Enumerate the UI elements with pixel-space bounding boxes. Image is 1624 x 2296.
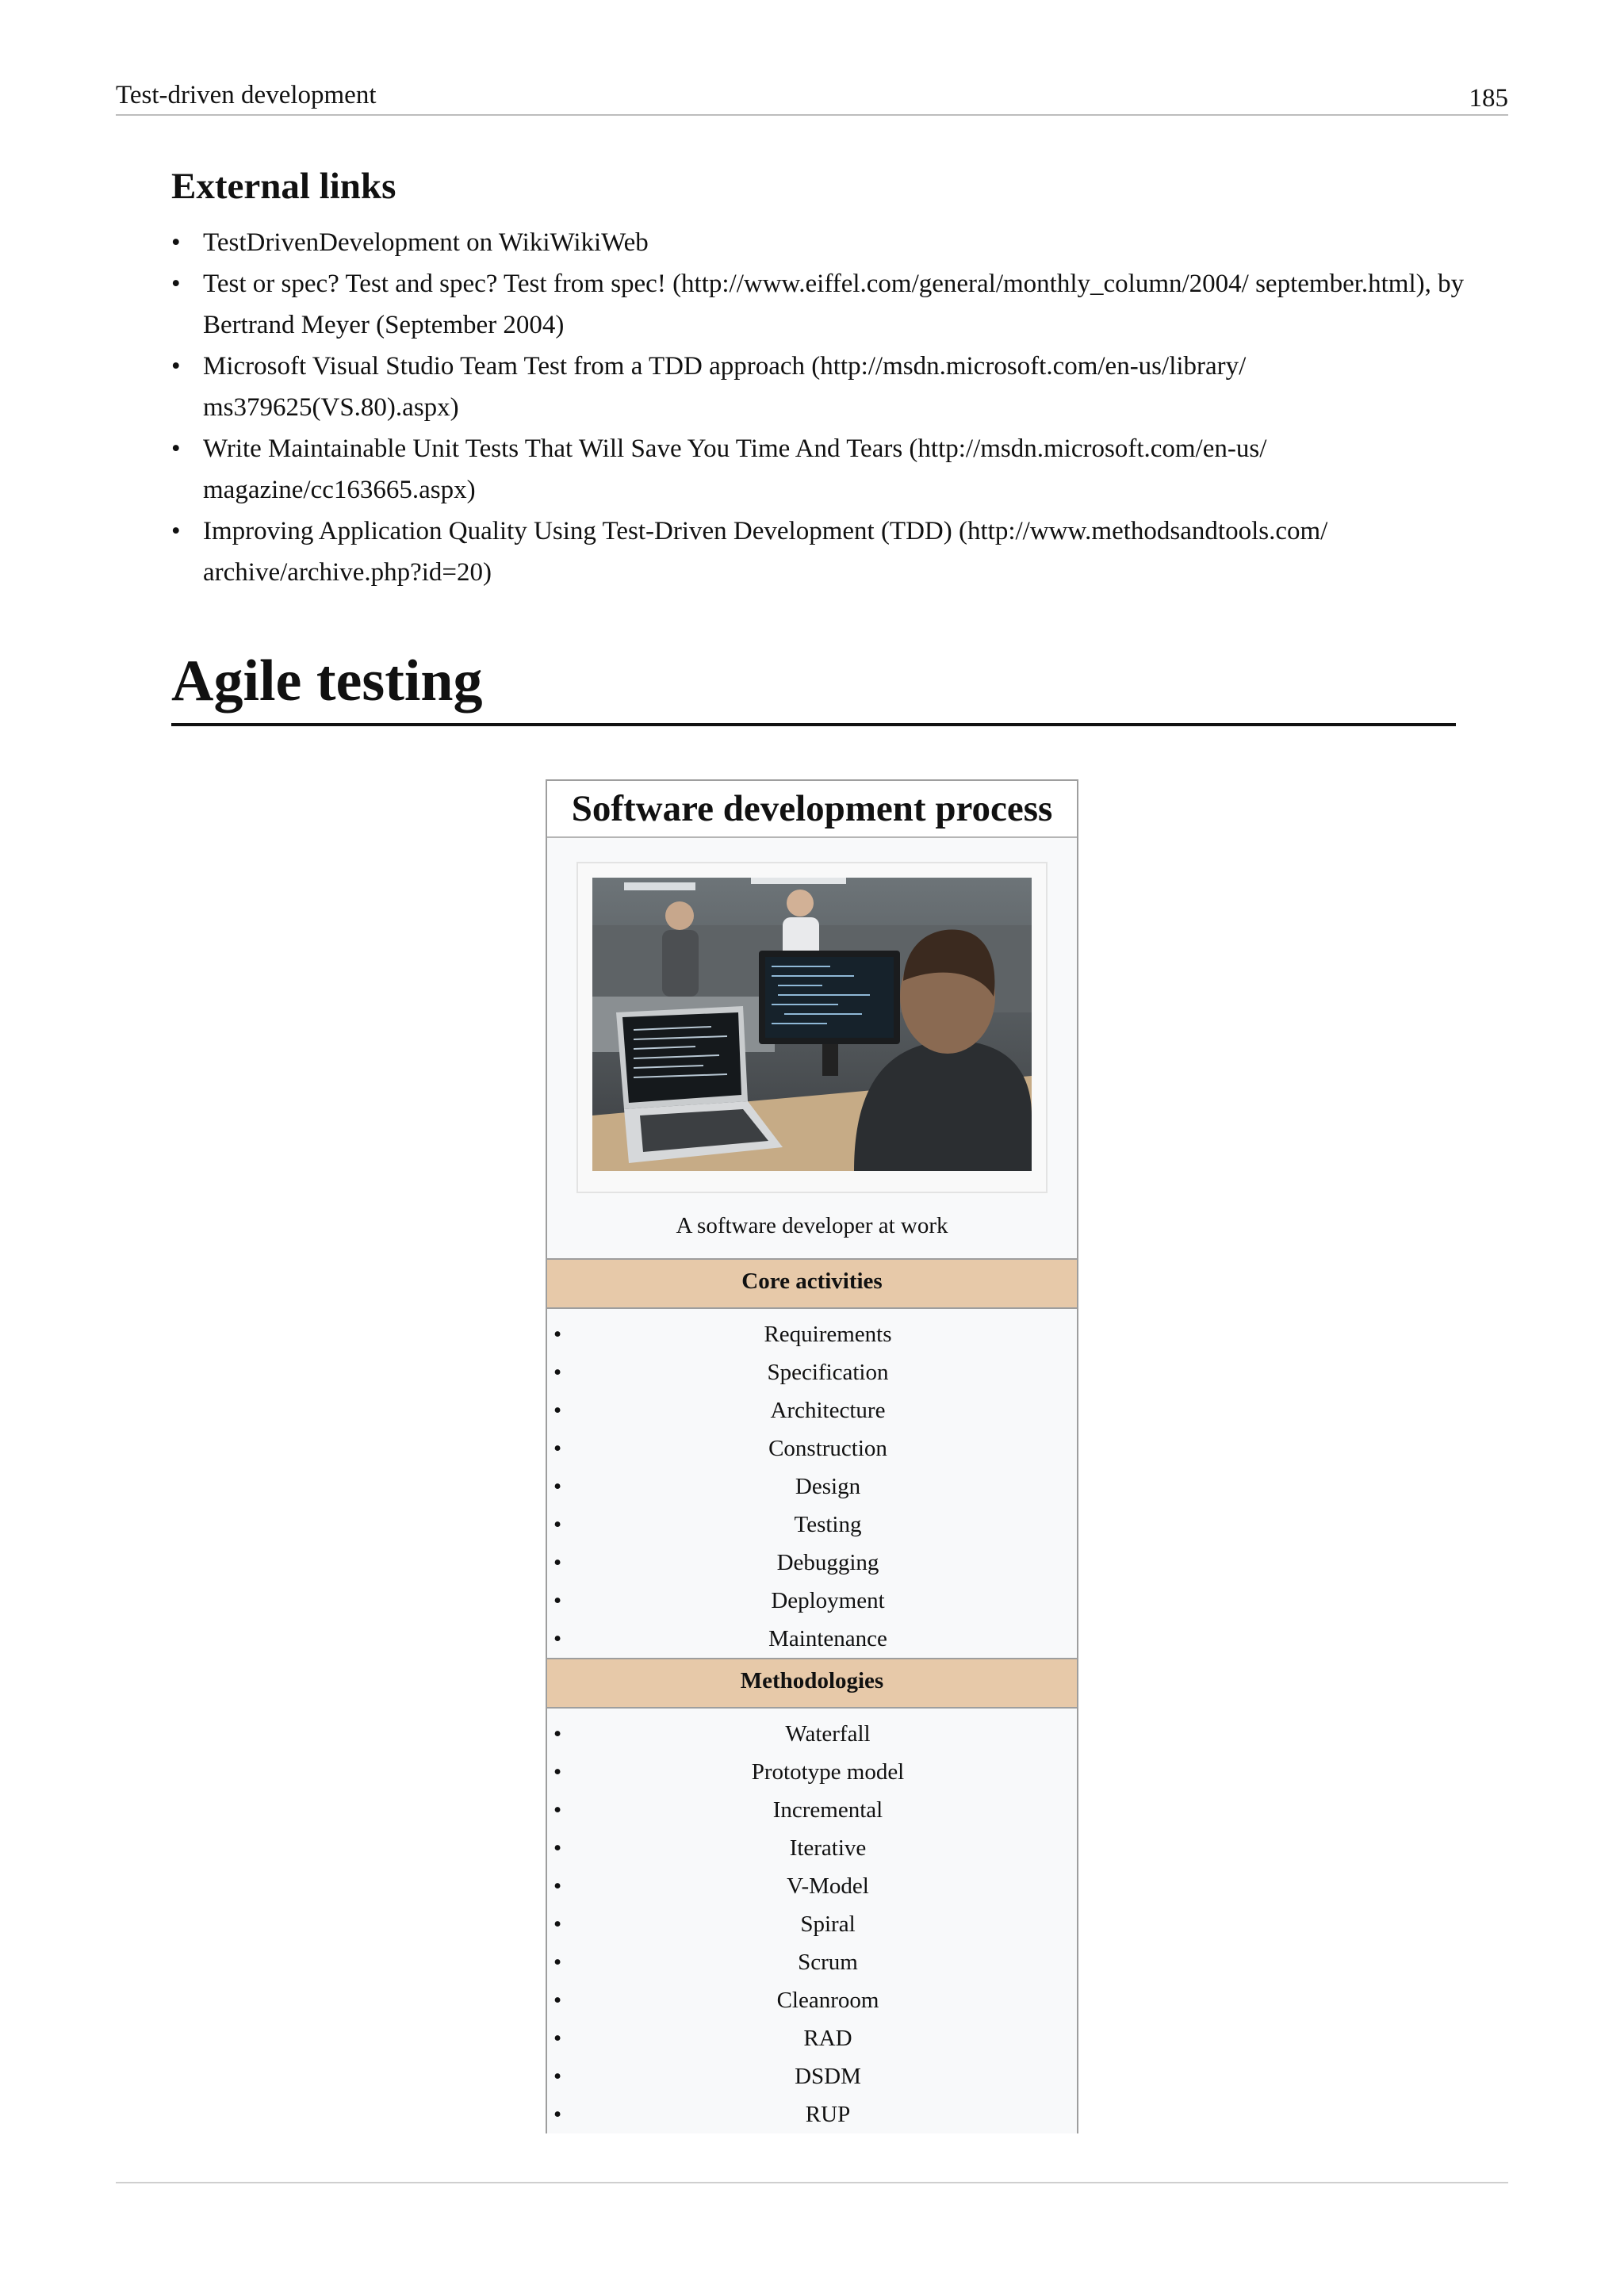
page-number: 185: [1469, 84, 1508, 113]
external-link-text[interactable]: Write Maintainable Unit Tests That Will Save You Time And Tears (http://msdn.microsoft.com/en-us/ magazine/cc163665.aspx): [203, 434, 1267, 504]
running-header-title: Test-driven development: [116, 81, 377, 109]
developer-photo[interactable]: [592, 878, 1032, 1171]
external-links-list: [171, 222, 1472, 593]
page-footer-rule: [116, 2182, 1508, 2183]
external-links-heading: External links: [171, 166, 396, 207]
core-activity-item[interactable]: • Construction: [547, 1429, 1077, 1468]
external-link-item[interactable]: [171, 263, 1472, 346]
methodology-item[interactable]: • Scrum: [547, 1943, 1077, 1981]
article-title: Agile testing: [171, 645, 1456, 726]
core-activity-item[interactable]: • Design: [547, 1468, 1077, 1506]
infobox-image-caption: A software developer at work: [547, 1193, 1077, 1260]
infobox: [546, 779, 1078, 2133]
running-header: [116, 79, 1508, 116]
external-link-text[interactable]: Improving Application Quality Using Test-Driven Development (TDD) (http://www.methodsandtools.com/ archive/archive.php?id=20): [203, 517, 1328, 587]
infobox-image-frame[interactable]: [576, 862, 1048, 1193]
core-activity-item[interactable]: • Debugging: [547, 1544, 1077, 1582]
core-activity-item[interactable]: • Deployment: [547, 1582, 1077, 1620]
external-link-item[interactable]: [171, 346, 1472, 428]
external-link-text[interactable]: TestDrivenDevelopment on WikiWikiWeb: [203, 228, 649, 257]
core-activities-list: [547, 1309, 1077, 1658]
methodology-item[interactable]: • Spiral: [547, 1905, 1077, 1943]
infobox-title: Software development process: [547, 781, 1077, 838]
core-activities-heading[interactable]: Core activities: [547, 1260, 1077, 1309]
core-activity-item[interactable]: • Testing: [547, 1506, 1077, 1544]
core-activity-item[interactable]: • Architecture: [547, 1391, 1077, 1429]
external-link-text[interactable]: Microsoft Visual Studio Team Test from a TDD approach (http://msdn.microsoft.com/en-us/library/ ms379625(VS.80).aspx): [203, 352, 1247, 422]
methodology-item[interactable]: • V-Model: [547, 1867, 1077, 1905]
external-link-item[interactable]: [171, 428, 1472, 511]
core-activity-item[interactable]: • Specification: [547, 1353, 1077, 1391]
methodology-item[interactable]: • DSDM: [547, 2057, 1077, 2095]
external-link-text[interactable]: Test or spec? Test and spec? Test from spec! (http://www.eiffel.com/general/monthly_column/2004/ september.html), by Bertrand Meyer (September 2004): [203, 270, 1465, 339]
methodology-item[interactable]: • RUP: [547, 2095, 1077, 2133]
core-activity-item[interactable]: • Maintenance: [547, 1620, 1077, 1658]
methodology-item[interactable]: • RAD: [547, 2019, 1077, 2057]
external-link-item[interactable]: [171, 511, 1472, 593]
methodology-item[interactable]: • Incremental: [547, 1791, 1077, 1829]
methodology-item[interactable]: • Waterfall: [547, 1715, 1077, 1753]
methodologies-heading[interactable]: Methodologies: [547, 1659, 1077, 1709]
methodology-item[interactable]: • Prototype model: [547, 1753, 1077, 1791]
methodology-item[interactable]: • Cleanroom: [547, 1981, 1077, 2019]
core-activity-item[interactable]: • Requirements: [547, 1315, 1077, 1353]
methodology-item[interactable]: • Iterative: [547, 1829, 1077, 1867]
external-link-item[interactable]: [171, 222, 1472, 263]
methodologies-list: [547, 1709, 1077, 2133]
